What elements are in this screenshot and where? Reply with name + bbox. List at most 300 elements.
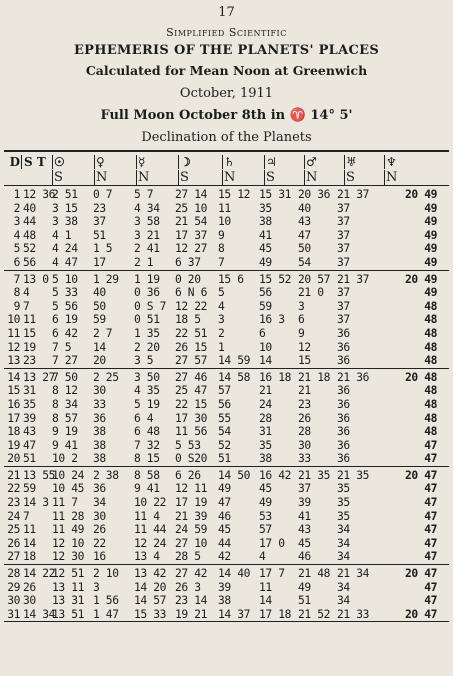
table-cell: 18 5: [175, 313, 201, 327]
table-cell: 54: [218, 425, 231, 439]
table-cell: 21 0: [298, 286, 324, 300]
table-cell: 10 22: [134, 496, 167, 510]
table-cell: 4 47: [52, 255, 78, 269]
table-cell: 2 7: [93, 326, 113, 340]
table-cell: 49: [424, 286, 437, 300]
table-cell: 20 47: [404, 468, 437, 482]
table-cell: 5 10: [52, 272, 78, 286]
table-cell: 15 12: [218, 188, 251, 201]
table-row: [4, 327, 449, 341]
table-cell: 48: [424, 384, 437, 398]
table-cell: 12 51: [52, 567, 85, 581]
table-cell: 0 S20: [175, 452, 208, 466]
table-cell: 57: [259, 523, 272, 537]
table-row: [4, 523, 449, 537]
table-cell: 1 19: [134, 272, 160, 286]
table-cell: 9 41: [134, 482, 160, 496]
table-cell: 23: [23, 354, 36, 368]
table-cell: 5: [13, 242, 20, 256]
table-cell: 47: [424, 452, 437, 466]
table-cell: 24 59: [175, 523, 208, 537]
table-cell: 46: [298, 550, 311, 564]
table-cell: 7: [218, 255, 225, 269]
table-cell: 2 25: [93, 370, 119, 384]
table-cell: 26 3: [175, 580, 201, 594]
table-cell: 26: [7, 536, 20, 550]
table-cell: 0 S 7: [134, 299, 167, 313]
table-cell: 2 38: [93, 468, 119, 482]
table-cell: 30: [93, 384, 106, 398]
table-cell: 11 49: [52, 523, 85, 537]
table-cell: 12 27: [175, 242, 208, 256]
table-cell: 56: [218, 397, 231, 411]
table-cell: 45: [259, 482, 272, 496]
table-cell: 1 35: [134, 326, 160, 340]
table-cell: 18: [7, 425, 20, 439]
table-cell: 0 20: [175, 272, 201, 286]
table-cell: 1 47: [93, 607, 119, 621]
table-cell: 59: [93, 313, 106, 327]
page-number: 17: [218, 5, 235, 20]
table-row: [4, 341, 449, 355]
table-cell: 49: [424, 242, 437, 256]
table-cell: 36: [337, 340, 350, 354]
table-cell: 14 20: [134, 580, 167, 594]
week-group: [4, 186, 449, 271]
table-cell: 21 35: [337, 468, 370, 482]
table-cell: 21 34: [337, 567, 370, 581]
table-cell: 35: [337, 496, 350, 510]
table-cell: 33: [298, 452, 311, 466]
table-cell: 2 1: [134, 255, 154, 269]
table-cell: 1 29: [93, 272, 119, 286]
table-cell: 28 5: [175, 550, 201, 564]
table-cell: 21 39: [175, 509, 208, 523]
table-cell: 34: [337, 523, 350, 537]
table-cell: 13 51: [52, 607, 85, 621]
table-row: [4, 425, 449, 439]
table-cell: 3: [218, 313, 225, 327]
table-cell: 37: [337, 255, 350, 269]
table-cell: 2 10: [93, 567, 119, 581]
table-row: [4, 371, 449, 385]
table-cell: 22 51: [175, 326, 208, 340]
table-row: [4, 215, 449, 229]
week-group: [4, 467, 449, 565]
table-cell: 13 27: [23, 370, 56, 384]
column-subheader: N: [384, 170, 448, 185]
table-cell: 14: [7, 370, 20, 384]
table-cell: 17 7: [259, 567, 285, 581]
table-cell: 47: [424, 523, 437, 537]
table-cell: 30: [298, 438, 311, 452]
table-cell: 15: [23, 326, 36, 340]
table-cell: 19 21: [175, 607, 208, 621]
table-cell: 5 7: [134, 188, 154, 201]
table-cell: 44: [218, 536, 231, 550]
table-cell: 9: [218, 228, 225, 242]
table-row: [4, 496, 449, 510]
table-cell: 13 31: [52, 594, 85, 608]
table-cell: 6 37: [175, 255, 201, 269]
table-cell: 28: [7, 567, 20, 581]
table-cell: 11: [259, 580, 272, 594]
table-cell: 19: [7, 438, 20, 452]
table-cell: 57: [218, 384, 231, 398]
table-cell: 37: [337, 201, 350, 215]
table-cell: 15: [298, 354, 311, 368]
table-cell: 17: [93, 255, 106, 269]
table-cell: 35: [259, 201, 272, 215]
table-cell: 8 15: [134, 452, 160, 466]
table-cell: 4 34: [134, 201, 160, 215]
table-cell: 59: [259, 299, 272, 313]
table-cell: 17 0: [259, 536, 285, 550]
table-cell: 35: [259, 438, 272, 452]
column-header: ♆: [384, 155, 448, 169]
table-cell: 56: [259, 286, 272, 300]
table-cell: 24: [259, 397, 272, 411]
table-cell: 47: [424, 536, 437, 550]
table-cell: 13 55: [23, 468, 56, 482]
table-cell: 34: [93, 496, 106, 510]
table-row: [4, 313, 449, 327]
column-header: ♂: [304, 155, 344, 169]
table-cell: 21 54: [175, 215, 208, 229]
table-cell: 3 50: [134, 370, 160, 384]
table-cell: 34: [337, 550, 350, 564]
table-cell: 48: [424, 340, 437, 354]
table-row: [4, 537, 449, 551]
table-cell: 37: [93, 215, 106, 229]
table-cell: 34: [337, 594, 350, 608]
table-cell: 43: [298, 215, 311, 229]
table-cell: 6 N 6: [175, 286, 208, 300]
table-cell: 37: [337, 313, 350, 327]
table-cell: 46: [218, 509, 231, 523]
table-cell: 4 1: [52, 228, 72, 242]
table-cell: 6: [259, 326, 266, 340]
table-cell: 19: [23, 340, 36, 354]
table-cell: 45: [298, 536, 311, 550]
table-cell: 48: [424, 313, 437, 327]
column-header: ☉: [52, 155, 94, 169]
table-row: [4, 229, 449, 243]
table-cell: 21 52: [298, 607, 331, 621]
table-cell: 16 42: [259, 468, 292, 482]
table-cell: 20 36: [298, 188, 331, 201]
table-cell: 21: [259, 384, 272, 398]
table-cell: 4 24: [52, 242, 78, 256]
table-row: [4, 594, 449, 608]
table-cell: 12 24: [134, 536, 167, 550]
column-header: ☿: [136, 155, 178, 169]
subtitle: Calculated for Mean Noon at Greenwich: [85, 63, 368, 78]
table-cell: 27 57: [175, 354, 208, 368]
table-cell: 31: [7, 607, 20, 621]
table-cell: 15 33: [134, 607, 167, 621]
table-cell: 6 19: [52, 313, 78, 327]
table-cell: 47: [424, 496, 437, 510]
table-cell: 2 20: [134, 340, 160, 354]
table-cell: 23: [7, 496, 20, 510]
table-cell: 11 44: [134, 523, 167, 537]
series-title: Simplified Scientific: [166, 26, 287, 39]
column-subheader: S: [264, 170, 304, 185]
column-header: ♅: [344, 155, 384, 169]
table-cell: 45: [259, 242, 272, 256]
table-cell: 53: [259, 509, 272, 523]
table-cell: 47: [424, 580, 437, 594]
table-cell: 14: [93, 340, 106, 354]
table-cell: 20 49: [404, 188, 437, 201]
table-cell: 39: [218, 580, 231, 594]
table-cell: 25: [7, 523, 20, 537]
column-header: ☽: [178, 155, 222, 169]
week-group: [4, 271, 449, 369]
table-cell: 25 10: [175, 201, 208, 215]
table-cell: 16 3: [259, 313, 285, 327]
table-cell: 21: [7, 468, 20, 482]
table-cell: 48: [424, 425, 437, 439]
column-header: ♃: [264, 155, 304, 169]
table-cell: 49: [424, 215, 437, 229]
table-cell: 8 12: [52, 384, 78, 398]
table-cell: 31: [23, 384, 36, 398]
table-cell: 10: [7, 313, 20, 327]
table-cell: 56: [23, 255, 36, 269]
full-moon-line: Full Moon October 8th in ♈ 14° 5': [100, 108, 353, 123]
table-cell: 23: [93, 201, 106, 215]
table-row: [4, 550, 449, 564]
table-cell: 47: [424, 438, 437, 452]
table-row: [4, 273, 449, 287]
table-row: [4, 510, 449, 524]
column-subheader: N: [136, 170, 178, 185]
week-group: [4, 369, 449, 467]
table-cell: 47: [298, 228, 311, 242]
table-cell: 47: [424, 594, 437, 608]
table-cell: 49: [424, 201, 437, 215]
table-cell: 7: [23, 299, 30, 313]
table-cell: 14: [259, 594, 272, 608]
table-cell: 37: [337, 286, 350, 300]
table-cell: 49: [424, 228, 437, 242]
table-cell: 14 50: [218, 468, 251, 482]
table-cell: 4: [23, 286, 30, 300]
table-row: [4, 256, 449, 270]
table-cell: 52: [23, 242, 36, 256]
table-cell: 36: [337, 425, 350, 439]
table-cell: 16: [93, 550, 106, 564]
table-cell: 1 5: [93, 242, 113, 256]
table-cell: 24: [7, 509, 20, 523]
table-row: [4, 188, 449, 202]
table-row: [4, 300, 449, 314]
table-cell: 21 37: [337, 188, 370, 201]
table-cell: 26: [23, 580, 36, 594]
table-cell: 36: [337, 452, 350, 466]
table-cell: 11 4: [134, 509, 160, 523]
table-cell: 6 4: [134, 411, 154, 425]
table-row: [4, 608, 449, 622]
table-cell: 21: [298, 384, 311, 398]
table-cell: 13 0: [23, 272, 49, 286]
table-row: [4, 202, 449, 216]
table-cell: 20 48: [404, 370, 437, 384]
table-cell: 11: [23, 523, 36, 537]
table-cell: 17: [7, 411, 20, 425]
table-cell: 35: [23, 397, 36, 411]
table-cell: 28: [298, 425, 311, 439]
table-cell: 7: [23, 509, 30, 523]
table-cell: 7 27: [52, 354, 78, 368]
table-cell: 13 11: [52, 580, 85, 594]
table-cell: 11 7: [52, 496, 78, 510]
table-cell: 10 2: [52, 452, 78, 466]
header-symbols-row: [4, 152, 449, 169]
table-cell: 40: [23, 201, 36, 215]
table-cell: 50: [93, 299, 106, 313]
table-cell: 4 35: [134, 384, 160, 398]
table-cell: 38: [259, 452, 272, 466]
table-cell: 20 57: [298, 272, 331, 286]
table-cell: 11: [23, 313, 36, 327]
table-cell: 49: [298, 580, 311, 594]
table-cell: 37: [337, 228, 350, 242]
table-cell: 51: [298, 594, 311, 608]
table-cell: 12: [7, 340, 20, 354]
table-cell: 14 34: [23, 607, 56, 621]
table-cell: 1 56: [93, 594, 119, 608]
table-cell: 30: [93, 509, 106, 523]
table-cell: 5 19: [134, 397, 160, 411]
table-cell: 8: [13, 286, 20, 300]
table-cell: 35: [337, 509, 350, 523]
table-cell: 20: [93, 354, 106, 368]
table-cell: 8 58: [134, 468, 160, 482]
table-row: [4, 398, 449, 412]
table-cell: 9: [13, 299, 20, 313]
table-cell: 39: [298, 496, 311, 510]
table-cell: 12 10: [52, 536, 85, 550]
table-cell: 48: [424, 326, 437, 340]
table-row: [4, 482, 449, 496]
table-cell: 41: [259, 228, 272, 242]
month-heading: October, 1911: [179, 86, 274, 101]
table-cell: 3 38: [52, 215, 78, 229]
column-subheader: N: [304, 170, 344, 185]
table-cell: 26: [298, 411, 311, 425]
table-cell: 12 11: [175, 482, 208, 496]
table-cell: 17 19: [175, 496, 208, 510]
table-cell: 41: [298, 509, 311, 523]
column-subheader: S: [52, 170, 94, 185]
table-cell: 47: [23, 438, 36, 452]
table-cell: 36: [337, 326, 350, 340]
table-cell: 8 57: [52, 411, 78, 425]
table-cell: 15 31: [259, 188, 292, 201]
table-cell: 3 58: [134, 215, 160, 229]
table-cell: 45: [218, 523, 231, 537]
table-row: [4, 439, 449, 453]
table-cell: 39: [23, 411, 36, 425]
table-cell: 1: [13, 188, 20, 201]
table-cell: 4: [259, 550, 266, 564]
table-cell: 26 15: [175, 340, 208, 354]
table-cell: 35: [337, 482, 350, 496]
table-cell: 51: [23, 452, 36, 466]
table-cell: 38: [93, 438, 106, 452]
column-header: ♀: [94, 155, 136, 169]
table-cell: 37: [337, 215, 350, 229]
table-cell: 30: [23, 594, 36, 608]
table-cell: 47: [218, 496, 231, 510]
table-cell: 33: [93, 397, 106, 411]
table-cell: 20: [7, 452, 20, 466]
table-cell: 21 48: [298, 567, 331, 581]
table-cell: 10: [218, 215, 231, 229]
table-cell: 3: [13, 215, 20, 229]
table-cell: 10 45: [52, 482, 85, 496]
table-cell: 27: [7, 550, 20, 564]
table-cell: 11 56: [175, 425, 208, 439]
table-cell: 8 34: [52, 397, 78, 411]
table-cell: 14 58: [218, 370, 251, 384]
table-cell: 52: [218, 438, 231, 452]
table-row: [4, 242, 449, 256]
column-header: ♄: [222, 155, 264, 169]
table-cell: 7 32: [134, 438, 160, 452]
table-cell: 43: [23, 425, 36, 439]
table-caption: Declination of the Planets: [141, 130, 312, 145]
table-cell: 11: [7, 326, 20, 340]
table-cell: 23: [298, 397, 311, 411]
table-cell: 43: [298, 523, 311, 537]
table-cell: 22 15: [175, 397, 208, 411]
table-cell: 17 30: [175, 411, 208, 425]
table-cell: 14: [23, 536, 36, 550]
table-cell: 6: [298, 313, 305, 327]
table-cell: 10: [259, 340, 272, 354]
table-cell: 7: [13, 272, 20, 286]
table-cell: 44: [23, 215, 36, 229]
table-cell: 20 47: [404, 567, 437, 581]
table-cell: 0 36: [134, 286, 160, 300]
table-cell: 3 5: [134, 354, 154, 368]
table-cell: 16 18: [259, 370, 292, 384]
table-cell: 3: [93, 580, 100, 594]
table-cell: 15: [7, 384, 20, 398]
table-cell: 38: [93, 425, 106, 439]
table-cell: 25 47: [175, 384, 208, 398]
table-cell: 37: [298, 482, 311, 496]
table-cell: 15 52: [259, 272, 292, 286]
table-cell: 47: [424, 482, 437, 496]
table-cell: 38: [218, 594, 231, 608]
table-cell: 30: [7, 594, 20, 608]
table-cell: 29: [7, 580, 20, 594]
table-cell: 48: [424, 411, 437, 425]
table-cell: 27 46: [175, 370, 208, 384]
table-cell: 36: [337, 438, 350, 452]
table-cell: 5 33: [52, 286, 78, 300]
column-subheader: N: [222, 170, 264, 185]
table-cell: 36: [337, 384, 350, 398]
table-cell: 14 59: [218, 354, 251, 368]
table-cell: 11: [218, 201, 231, 215]
table-cell: 37: [337, 242, 350, 256]
